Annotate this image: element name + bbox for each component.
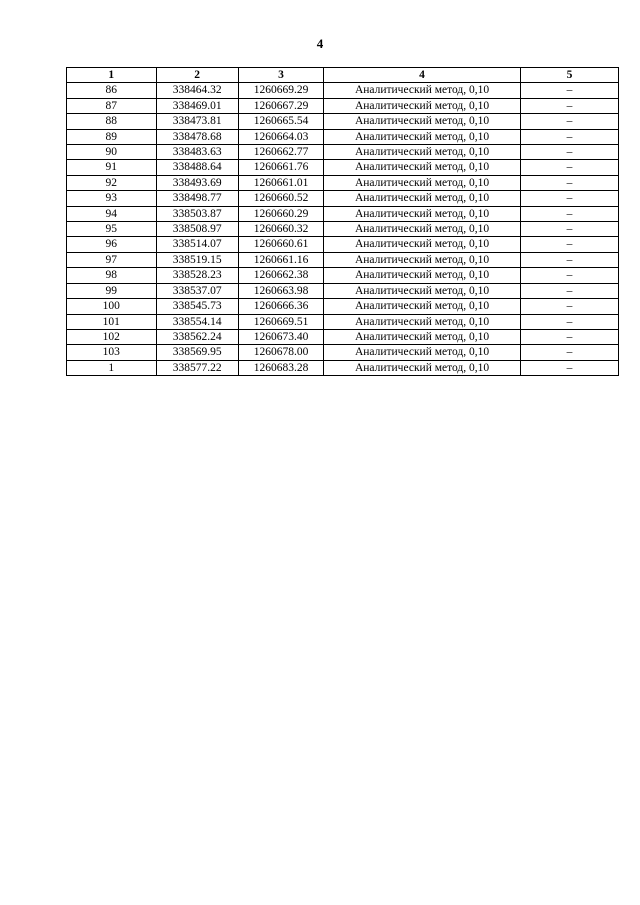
cell-y-coordinate: 1260678.00 [238,345,323,360]
table-row [67,206,619,221]
cell-point-number: 96 [67,237,157,252]
cell-point-number: 1 [67,360,157,375]
cell-x-coordinate: 338469.01 [156,98,238,113]
cell-note: – [520,360,618,375]
table-row [67,314,619,329]
column-header-1: 1 [67,68,157,83]
table-row [67,360,619,375]
cell-x-coordinate: 338464.32 [156,83,238,98]
cell-method-accuracy: Аналитический метод, 0,10 [324,145,521,160]
cell-method-accuracy: Аналитический метод, 0,10 [324,206,521,221]
coordinates-table [66,67,619,376]
table-row [67,329,619,344]
cell-note: – [520,160,618,175]
cell-x-coordinate: 338545.73 [156,299,238,314]
cell-y-coordinate: 1260660.32 [238,222,323,237]
cell-x-coordinate: 338498.77 [156,191,238,206]
cell-method-accuracy: Аналитический метод, 0,10 [324,314,521,329]
cell-method-accuracy: Аналитический метод, 0,10 [324,175,521,190]
cell-note: – [520,222,618,237]
cell-point-number: 98 [67,268,157,283]
cell-note: – [520,175,618,190]
table-body [67,83,619,376]
cell-x-coordinate: 338473.81 [156,114,238,129]
cell-point-number: 88 [67,114,157,129]
cell-point-number: 86 [67,83,157,98]
cell-method-accuracy: Аналитический метод, 0,10 [324,345,521,360]
cell-point-number: 100 [67,299,157,314]
column-header-2: 2 [156,68,238,83]
cell-note: – [520,283,618,298]
table-row [67,345,619,360]
column-header-4: 4 [324,68,521,83]
column-header-3: 3 [238,68,323,83]
cell-x-coordinate: 338508.97 [156,222,238,237]
cell-method-accuracy: Аналитический метод, 0,10 [324,129,521,144]
cell-note: – [520,114,618,129]
cell-point-number: 87 [67,98,157,113]
cell-note: – [520,314,618,329]
cell-y-coordinate: 1260661.76 [238,160,323,175]
cell-y-coordinate: 1260661.16 [238,252,323,267]
cell-x-coordinate: 338478.68 [156,129,238,144]
cell-point-number: 103 [67,345,157,360]
table-row [67,145,619,160]
page-number: 4 [316,36,324,51]
cell-point-number: 95 [67,222,157,237]
cell-point-number: 91 [67,160,157,175]
cell-y-coordinate: 1260664.03 [238,129,323,144]
cell-y-coordinate: 1260662.38 [238,268,323,283]
cell-point-number: 99 [67,283,157,298]
cell-x-coordinate: 338483.63 [156,145,238,160]
cell-method-accuracy: Аналитический метод, 0,10 [324,98,521,113]
cell-note: – [520,206,618,221]
cell-method-accuracy: Аналитический метод, 0,10 [324,299,521,314]
cell-y-coordinate: 1260665.54 [238,114,323,129]
cell-method-accuracy: Аналитический метод, 0,10 [324,83,521,98]
cell-point-number: 93 [67,191,157,206]
cell-y-coordinate: 1260660.29 [238,206,323,221]
cell-y-coordinate: 1260661.01 [238,175,323,190]
cell-method-accuracy: Аналитический метод, 0,10 [324,114,521,129]
cell-point-number: 102 [67,329,157,344]
cell-y-coordinate: 1260667.29 [238,98,323,113]
table-row [67,98,619,113]
cell-x-coordinate: 338569.95 [156,345,238,360]
cell-x-coordinate: 338528.23 [156,268,238,283]
table-row [67,299,619,314]
cell-x-coordinate: 338537.07 [156,283,238,298]
cell-y-coordinate: 1260663.98 [238,283,323,298]
table-row [67,237,619,252]
cell-x-coordinate: 338503.87 [156,206,238,221]
table-row [67,222,619,237]
cell-y-coordinate: 1260660.61 [238,237,323,252]
table-row [67,191,619,206]
cell-method-accuracy: Аналитический метод, 0,10 [324,283,521,298]
table-row [67,83,619,98]
table-row [67,129,619,144]
cell-note: – [520,129,618,144]
cell-note: – [520,252,618,267]
cell-point-number: 97 [67,252,157,267]
cell-y-coordinate: 1260666.36 [238,299,323,314]
cell-note: – [520,191,618,206]
table-header-row [67,68,619,83]
table-row [67,175,619,190]
cell-point-number: 90 [67,145,157,160]
cell-method-accuracy: Аналитический метод, 0,10 [324,360,521,375]
table-row [67,283,619,298]
cell-point-number: 92 [67,175,157,190]
cell-y-coordinate: 1260683.28 [238,360,323,375]
table-row [67,114,619,129]
cell-point-number: 89 [67,129,157,144]
cell-point-number: 94 [67,206,157,221]
table-row [67,268,619,283]
cell-x-coordinate: 338554.14 [156,314,238,329]
cell-method-accuracy: Аналитический метод, 0,10 [324,268,521,283]
cell-y-coordinate: 1260662.77 [238,145,323,160]
table-row [67,160,619,175]
cell-point-number: 101 [67,314,157,329]
cell-y-coordinate: 1260660.52 [238,191,323,206]
cell-x-coordinate: 338488.64 [156,160,238,175]
cell-y-coordinate: 1260669.29 [238,83,323,98]
cell-note: – [520,329,618,344]
cell-method-accuracy: Аналитический метод, 0,10 [324,329,521,344]
cell-note: – [520,237,618,252]
cell-method-accuracy: Аналитический метод, 0,10 [324,191,521,206]
cell-method-accuracy: Аналитический метод, 0,10 [324,160,521,175]
cell-note: – [520,345,618,360]
cell-note: – [520,98,618,113]
cell-note: – [520,268,618,283]
cell-method-accuracy: Аналитический метод, 0,10 [324,252,521,267]
table-row [67,252,619,267]
cell-x-coordinate: 338514.07 [156,237,238,252]
cell-note: – [520,299,618,314]
cell-note: – [520,83,618,98]
cell-method-accuracy: Аналитический метод, 0,10 [324,222,521,237]
column-header-5: 5 [520,68,618,83]
cell-x-coordinate: 338562.24 [156,329,238,344]
cell-y-coordinate: 1260673.40 [238,329,323,344]
cell-x-coordinate: 338519.15 [156,252,238,267]
cell-x-coordinate: 338493.69 [156,175,238,190]
cell-note: – [520,145,618,160]
cell-y-coordinate: 1260669.51 [238,314,323,329]
cell-x-coordinate: 338577.22 [156,360,238,375]
cell-method-accuracy: Аналитический метод, 0,10 [324,237,521,252]
